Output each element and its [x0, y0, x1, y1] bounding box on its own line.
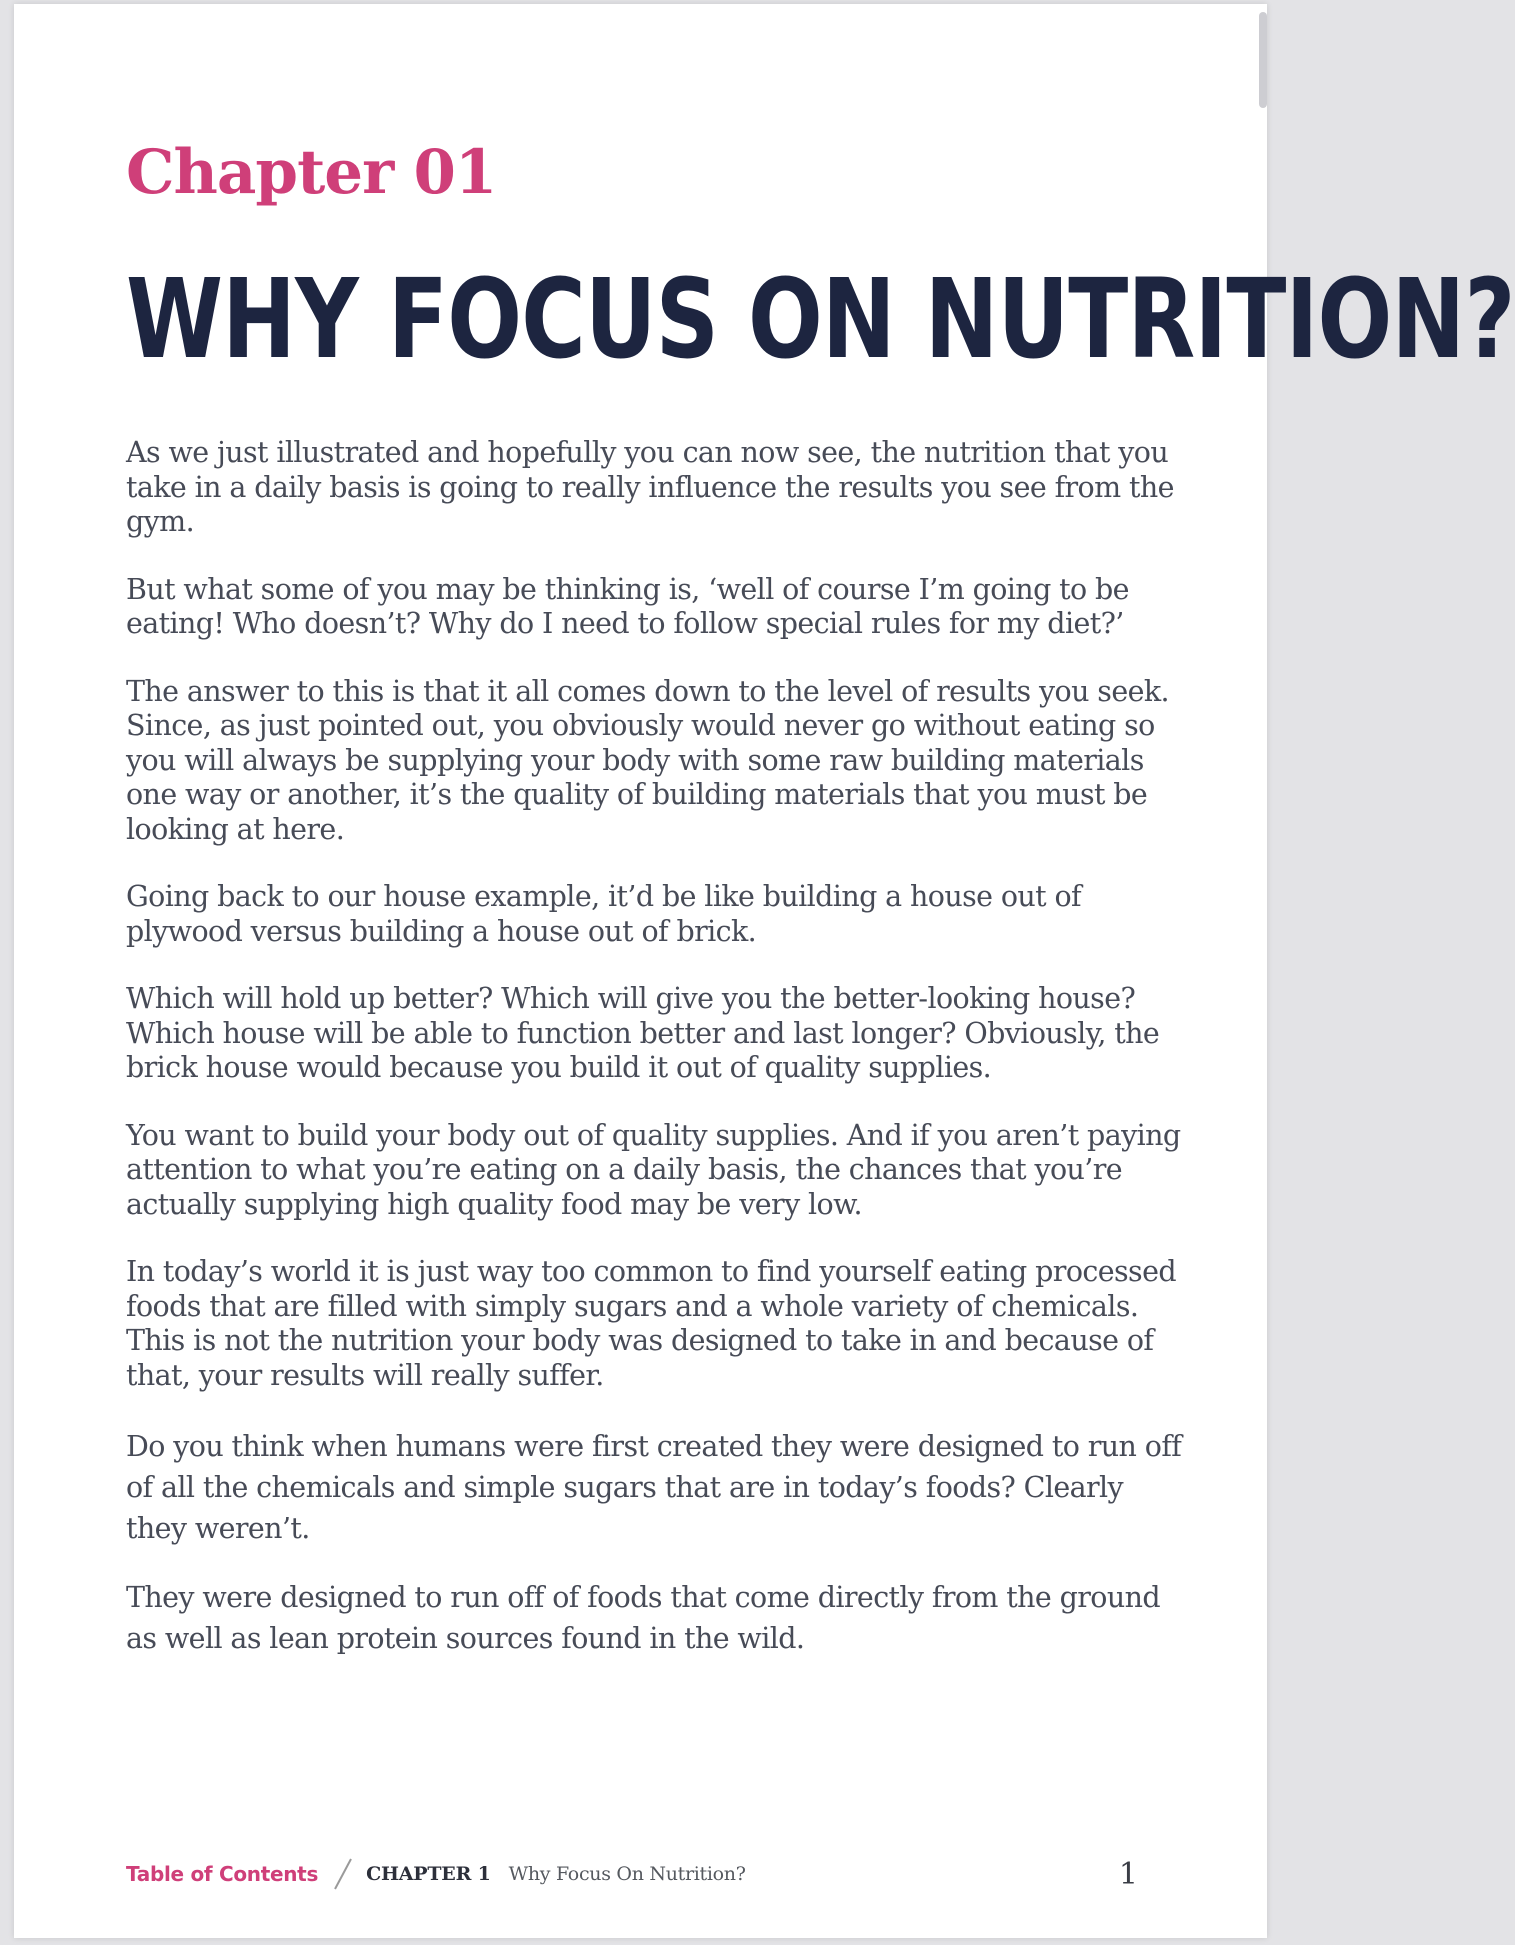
paragraph: The answer to this is that it all comes down to the level of results you seek. Since, as just pointed out, you obviously would never go without eating so you will always be supplying your body with some raw building materials one way or another, it’s the quality of building materials that you must be looking at here. [126, 674, 1169, 846]
breadcrumb-separator [334, 1859, 352, 1890]
paragraph: They were designed to run off of foods that come directly from the ground as well as lean protein sources found in the wild. [126, 1581, 1161, 1655]
paragraph: As we just illustrated and hopefully you can now see, the nutrition that you take in a daily basis is going to really influence the results you see from the gym. [126, 436, 1174, 538]
footer-chapter-label: CHAPTER 1 [366, 1863, 491, 1885]
scrollbar[interactable] [1259, 12, 1267, 108]
paragraph: But what some of you may be thinking is, ‘well of course I’m going to be eating! Who doesn’t? Why do I need to follow special rules for my diet?’ [126, 572, 1129, 640]
paragraph: You want to build your body out of quality supplies. And if you aren’t paying attention to what you’re eating on a daily basis, the chances that you’re actually supplying high quality food may be very low. [126, 1118, 1181, 1221]
paragraph: Going back to our house example, it’d be like building a house out of plywood versus building a house out of brick. [126, 880, 1081, 948]
page-number: 1 [1118, 1856, 1138, 1892]
document-page [14, 4, 1515, 1938]
table-of-contents-link[interactable]: Table of Contents [126, 1862, 319, 1886]
paragraph: Which will hold up better? Which will give you the better-looking house? Which house will be able to function better and last longer? Obviously, the brick house would because you build it out of quality supplies. [126, 982, 1160, 1084]
footer-chapter-title: Why Focus On Nutrition? [508, 1863, 746, 1885]
page-title: WHY FOCUS ON NUTRITION? [126, 255, 1515, 383]
paragraph: Do you think when humans were first created they were designed to run off of all the chemicals and simple sugars that are in today’s foods? Clearly they weren’t. [126, 1430, 1182, 1545]
body-text [126, 436, 1186, 1687]
paragraph: In today’s world it is just way too common to find yourself eating processed foods that are filled with simply sugars and a whole variety of chemicals. This is not the nutrition your body was designed to take in and because of that, your results will really suffer. [126, 1255, 1176, 1392]
chapter-label: Chapter 01 [126, 137, 497, 208]
page-footer [126, 1856, 1138, 1892]
